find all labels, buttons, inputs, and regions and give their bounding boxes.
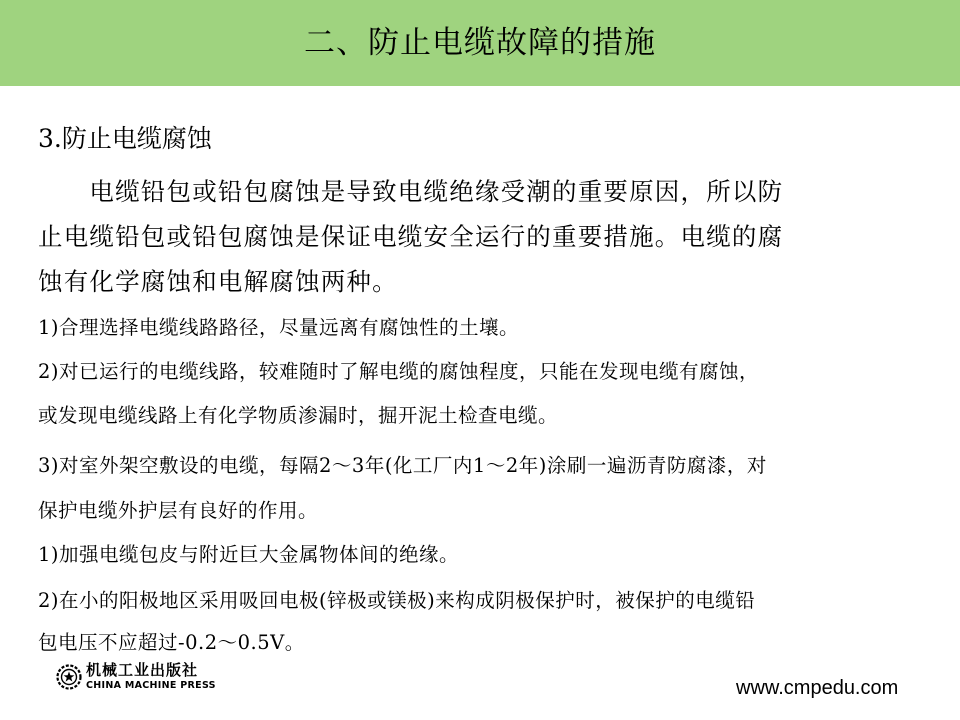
list-item-line: 包电压不应超过-0.2～0.5V。	[38, 631, 305, 654]
publisher-name-cn: 机械工业出版社	[86, 661, 199, 679]
paragraph-line: 止电缆铅包或铅包腐蚀是保证电缆安全运行的重要措施。电缆的腐	[38, 222, 784, 251]
list-item-line: 3)对室外架空敷设的电缆，每隔2～3年(化工厂内1～2年)涂刷一遍沥青防腐漆，对	[38, 454, 767, 477]
title-bar	[0, 0, 960, 86]
slide-title: 二、防止电缆故障的措施	[304, 25, 656, 61]
gear-emblem-icon	[56, 664, 82, 690]
list-item-line: 1)加强电缆包皮与附近巨大金属物体间的绝缘。	[38, 543, 460, 566]
list-item-line: 2)在小的阳极地区采用吸回电极(锌极或镁极)来构成阴极保护时，被保护的电缆铅	[38, 589, 756, 612]
list-item-line: 保护电缆外护层有良好的作用。	[38, 499, 319, 522]
publisher-logo	[56, 661, 226, 695]
list-item-line: 或发现电缆线路上有化学物质渗漏时，掘开泥土检查电缆。	[38, 404, 559, 427]
paragraph-line: 蚀有化学腐蚀和电解腐蚀两种。	[38, 267, 398, 296]
section-heading: 3.防止电缆腐蚀	[38, 124, 212, 153]
publisher-name-en: CHINA MACHINE PRESS	[86, 680, 216, 691]
list-item-line: 2)对已运行的电缆线路，较难随时了解电缆的腐蚀程度，只能在发现电缆有腐蚀，	[38, 360, 760, 383]
list-item-line: 1)合理选择电缆线路路径，尽量远离有腐蚀性的土壤。	[38, 316, 520, 339]
website-url: www.cmpedu.com	[736, 677, 899, 699]
paragraph-line: 电缆铅包或铅包腐蚀是导致电缆绝缘受潮的重要原因，所以防	[38, 177, 784, 206]
